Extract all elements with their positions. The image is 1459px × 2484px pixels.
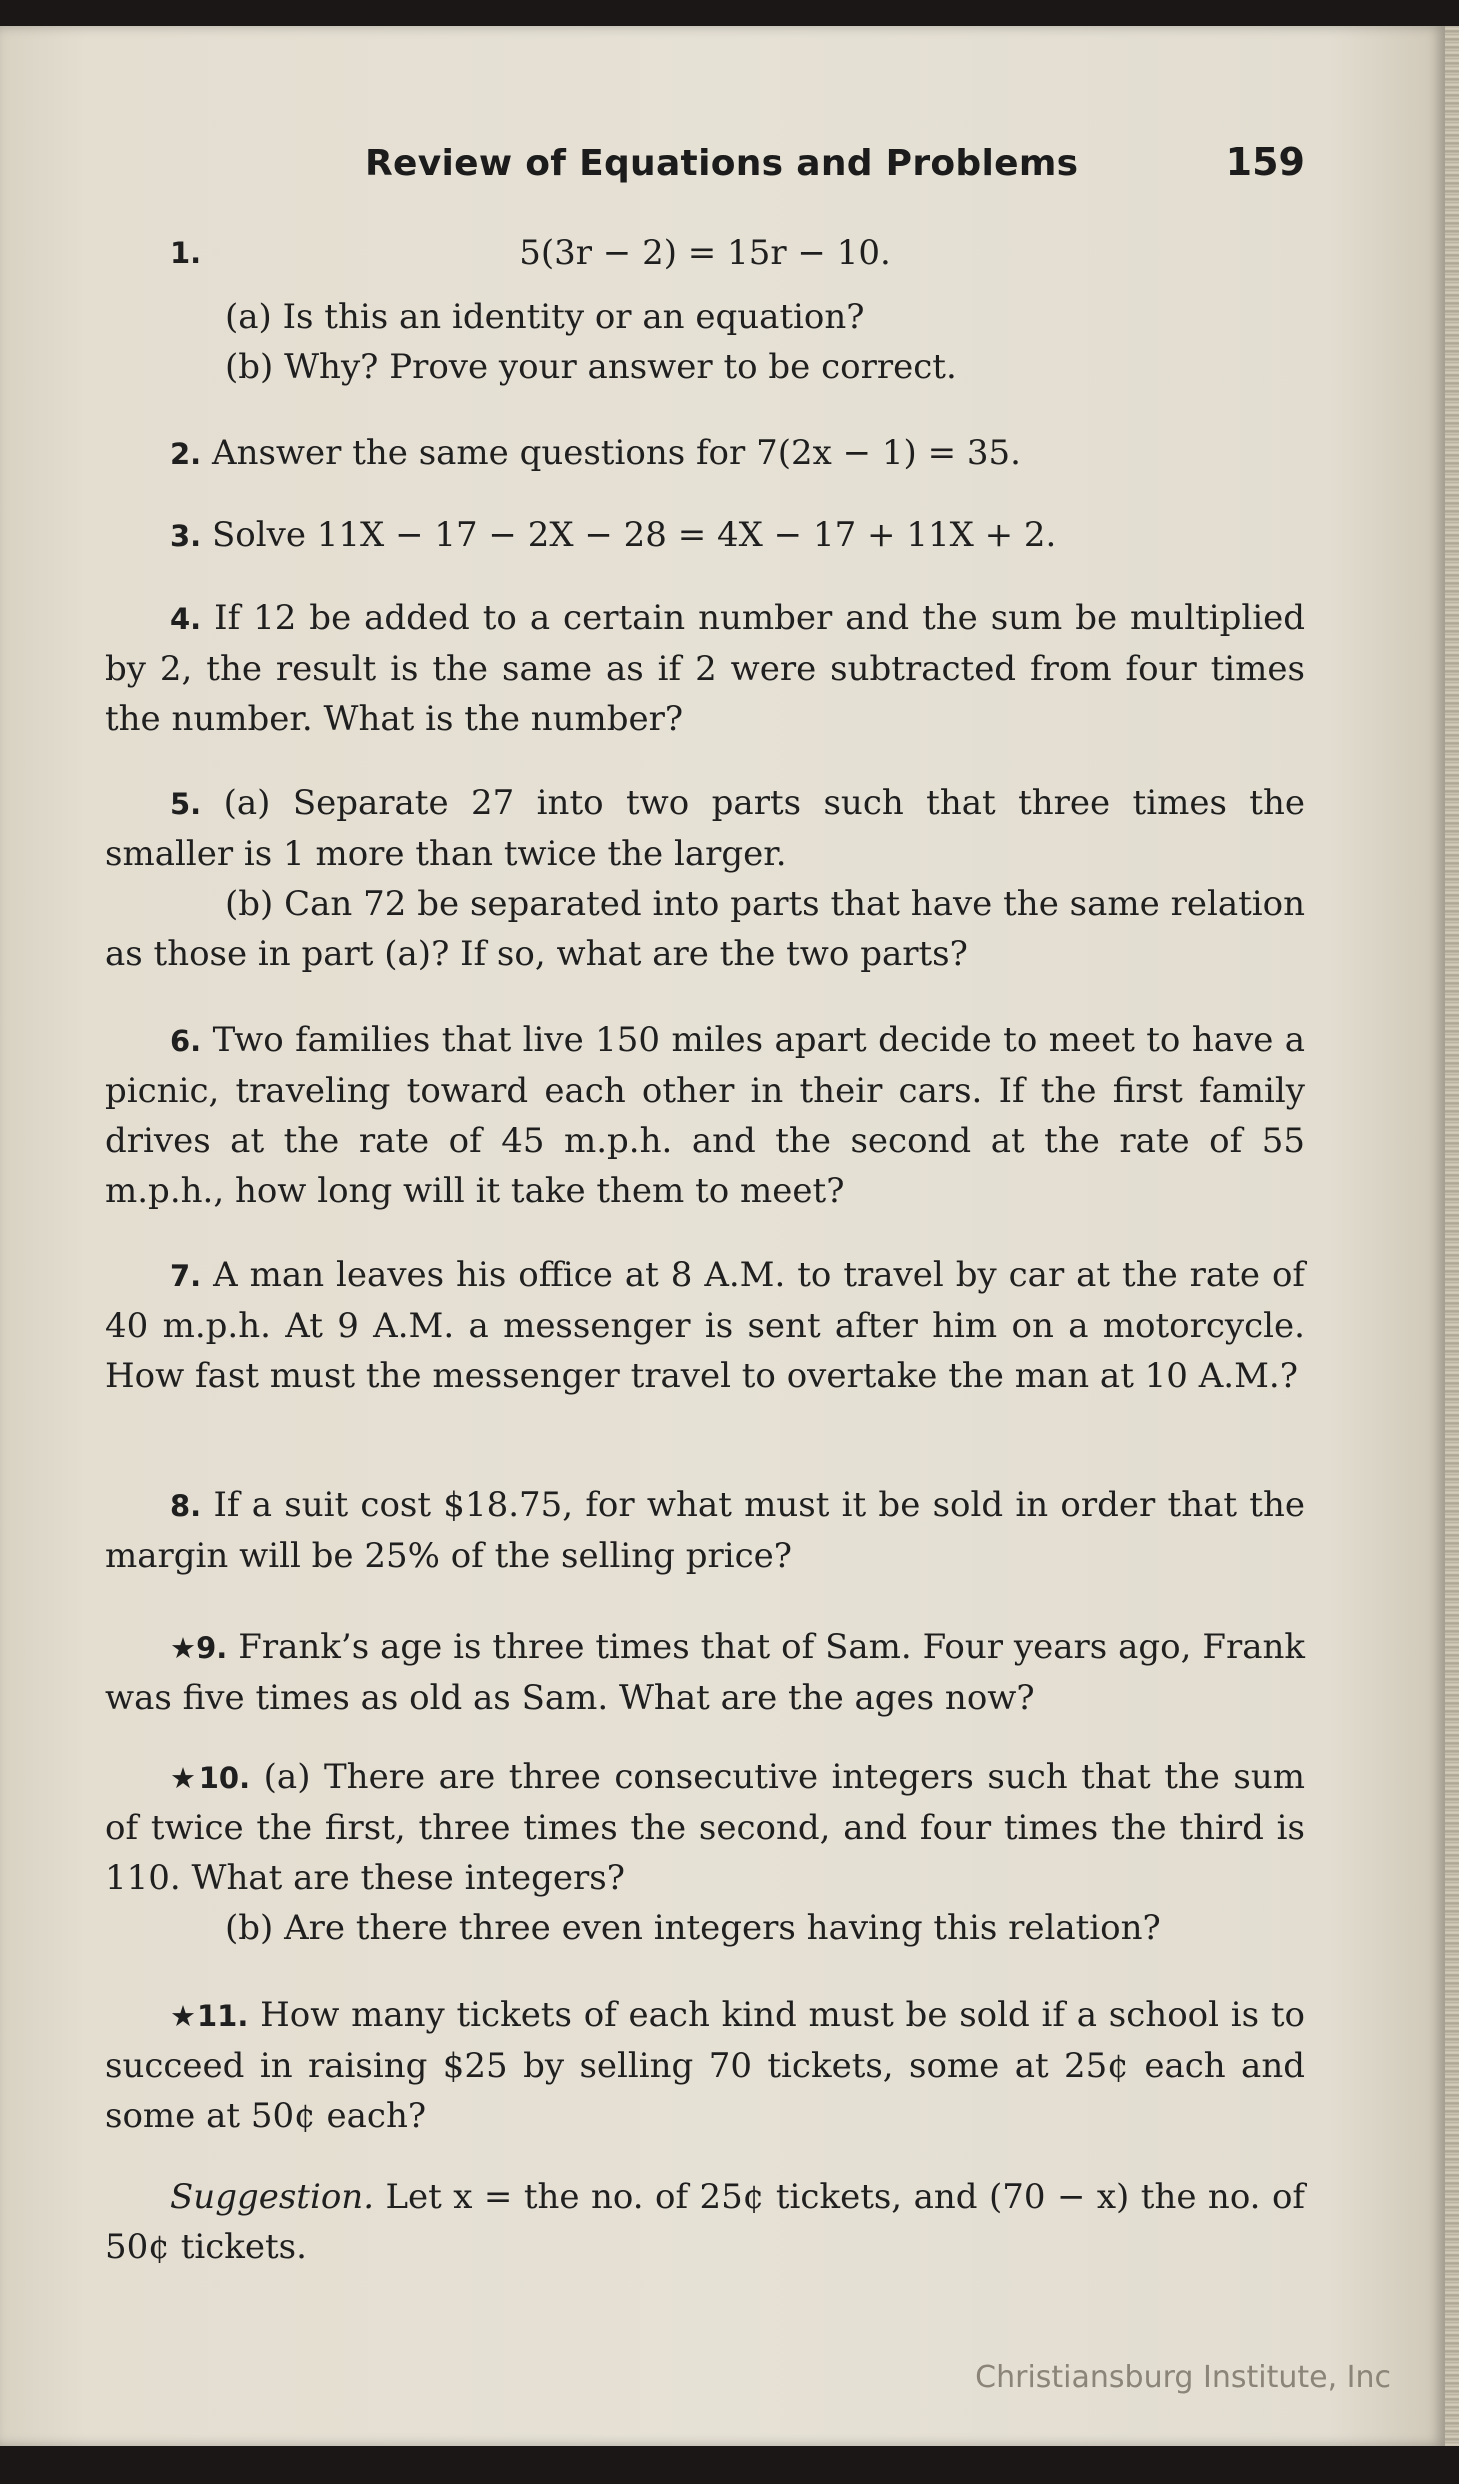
problem-number: ★11. — [170, 1999, 249, 2033]
problem-10 — [105, 1752, 1305, 1953]
page-number: 159 — [1225, 140, 1305, 184]
suggestion-text: Let x = the no. of 25¢ tickets, and (70 − x) the no. of 50¢ tickets. — [105, 2177, 1306, 2267]
running-head-title: Review of Equations and Problems — [365, 143, 1079, 184]
problem-number: 1. — [170, 236, 202, 270]
problem-text: Frank’s age is three times that of Sam. Four years ago, Frank was five times as old as Sam. What are the ages now? — [105, 1627, 1305, 1718]
problem-text: If 12 be added to a certain number and the sum be multiplied by 2, the result is the same as if 2 were subtracted from four times the number. What is the number? — [105, 598, 1306, 739]
problem-number: 2. — [170, 437, 202, 471]
problem-number: 3. — [170, 519, 202, 553]
problem-part-b: (b) Why? Prove your answer to be correct. — [225, 347, 957, 387]
problem-3 — [105, 510, 1305, 561]
problem-text: (a) Separate 27 into two parts such that three times the smaller is 1 more than twice the larger. — [105, 783, 1305, 874]
problem-part-b: (b) Are there three even integers having this relation? — [225, 1908, 1161, 1948]
problem-text: If a suit cost $18.75, for what must it be sold in order that the margin will be 25% of the selling price? — [105, 1485, 1305, 1576]
problem-equation: 5(3r − 2) = 15r − 10. — [519, 233, 891, 273]
problem-11 — [105, 1990, 1305, 2141]
problem-number: ★10. — [170, 1761, 251, 1795]
problem-number: 6. — [170, 1024, 202, 1058]
problem-4 — [105, 593, 1305, 744]
problem-text: A man leaves his office at 8 A.M. to travel by car at the rate of 40 m.p.h. At 9 A.M. a messenger is sent after him on a motorcycle. How fast must the messenger travel to overtake the man at 10 A.M.? — [105, 1255, 1305, 1396]
problem-part-a: (a) Is this an identity or an equation? — [225, 297, 865, 337]
problem-2 — [105, 428, 1305, 479]
watermark: Christiansburg Institute, Inc — [975, 2360, 1391, 2395]
problem-text: Two families that live 150 miles apart decide to meet to have a picnic, traveling toward each other in their cars. If the first family drives at the rate of 45 m.p.h. and the second at the rate of 55 m.p.h., how long will it take them to meet? — [105, 1020, 1305, 1211]
suggestion-label: Suggestion. — [170, 2177, 374, 2217]
problem-number: ★9. — [170, 1631, 228, 1665]
problem-number: 4. — [170, 602, 202, 636]
problem-number: 5. — [170, 787, 202, 821]
running-head — [365, 140, 1305, 200]
problem-text: (a) There are three consecutive integers such that the sum of twice the first, three times the second, and four times the third is 110. What are these integers? — [105, 1757, 1306, 1898]
problem-text: Answer the same questions for 7(2x − 1) = 35. — [212, 433, 1021, 473]
problem-9 — [105, 1622, 1305, 1723]
problem-text: Solve 11X − 17 − 2X − 28 = 4X − 17 + 11X + 2. — [212, 515, 1057, 555]
suggestion — [105, 2172, 1305, 2272]
page-edge — [1445, 26, 1459, 2446]
problem-number: 7. — [170, 1259, 202, 1293]
problem-7 — [105, 1250, 1305, 1401]
problem-5 — [105, 778, 1305, 979]
problem-8 — [105, 1480, 1305, 1581]
problem-text: How many tickets of each kind must be sold if a school is to succeed in raising $25 by selling 70 tickets, some at 25¢ each and some at 50¢ each? — [105, 1995, 1306, 2136]
problem-1 — [105, 228, 1305, 392]
problem-6 — [105, 1015, 1305, 1216]
problem-part-b: (b) Can 72 be separated into parts that have the same relation as those in part (a)? If so, what are the two parts? — [105, 884, 1305, 974]
problem-number: 8. — [170, 1489, 202, 1523]
